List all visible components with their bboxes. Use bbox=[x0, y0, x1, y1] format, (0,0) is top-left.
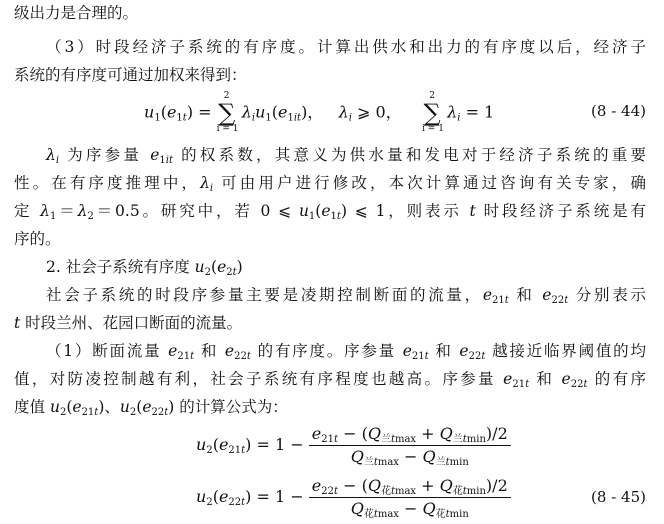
equation-number-8-45: (8 - 45) bbox=[591, 488, 646, 506]
text-line-12: （1）断面流量 $e_{21t}$ 和 $e_{22t}$ 的有序度。序参量 $e_{21t}$ 和 $e_{22t}$ 越接近临界阈值的均 bbox=[46, 342, 646, 362]
fraction: $\frac{e_{21t} - (Q_{兰tmax} + Q_{兰tmin})/2}{Q_{兰tmax} - Q_{兰tmin}}$ bbox=[309, 426, 511, 465]
text-line-11: t 时段兰州、花园口断面的流量。 bbox=[14, 314, 243, 332]
text-line-2: （3）时段经济子系统的有序度。计算出供水和出力的有序度以后，经济子 bbox=[46, 38, 646, 56]
text-line-7: 定 $\lambda_1=\lambda_2=0.5$。研究中，若 0 ⩽ $u_1(e_{1t})$ ⩽ 1，则表示 t 时段经济子系统是有 bbox=[14, 202, 646, 222]
text-line-6: 性。在有序度推理中，$\lambda_i$ 可由用户进行修改，本次计算通过咨询有关专家，确 bbox=[14, 174, 646, 194]
sum-symbol: 2 ∑ i = 1 bbox=[422, 91, 444, 134]
text-line-10: 社会子系统的时段序参量主要是凌期控制断面的流量，$e_{21t}$ 和 $e_{22t}$ 分别表示 bbox=[46, 286, 646, 306]
text-line-13: 值，对防凌控制越有利，社会子系统有序程度也越高。序参量 $e_{21t}$ 和 $e_{22t}$ 的有序 bbox=[14, 370, 646, 390]
section-heading-social-subsystem: 2. 社会子系统有序度 $u_2(e_{2t})$ bbox=[46, 258, 243, 278]
text-line-1: 级出力是合理的。 bbox=[14, 4, 139, 22]
equation-8-44: $u_1(e_{1t})$ = 2 ∑ i = 1 $\lambda_iu_1(e_{1it})$， $\lambda_i$ ⩾ 0， 2 ∑ i = 1 $\lambda_i = 1$ bbox=[144, 91, 495, 134]
text-line-3: 系统的有序度可通过加权来得到： bbox=[14, 66, 247, 84]
text-line-8: 序的。 bbox=[14, 230, 61, 248]
text-line-5: $\lambda_i$ 为序参量 $e_{1it}$ 的权系数，其意义为供水量和发电对于经济子系统的重要 bbox=[46, 146, 646, 166]
equation-8-45-second: $u_2(e_{22t}) = 1$ − $\frac{e_{22t} - (Q_{花tmax} + Q_{花tmin})/2}{Q_{花tmax} - Q_{花tmin}}$ bbox=[196, 478, 511, 517]
equation-8-45-first: $u_2(e_{21t}) = 1$ − $\frac{e_{21t} - (Q_{兰tmax} + Q_{兰tmin})/2}{Q_{兰tmax} - Q_{兰tmin}}$ bbox=[196, 426, 511, 465]
text-line-14: 度值 $u_2(e_{21t})$、$u_2(e_{22t})$ 的计算公式为： bbox=[14, 398, 288, 418]
fraction: $\frac{e_{22t} - (Q_{花tmax} + Q_{花tmin})/2}{Q_{花tmax} - Q_{花tmin}}$ bbox=[309, 478, 511, 517]
equation-number-8-44: (8 - 44) bbox=[591, 102, 646, 120]
sum-symbol: 2 ∑ i = 1 bbox=[216, 91, 239, 134]
